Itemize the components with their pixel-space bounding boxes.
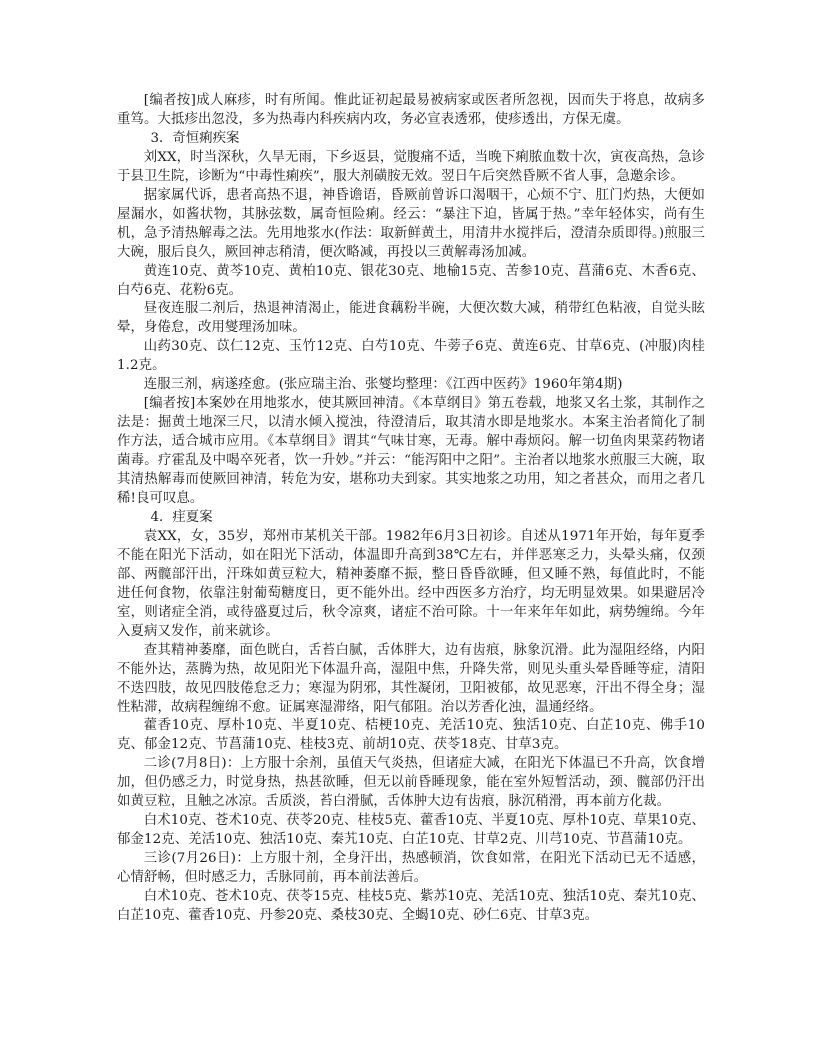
outcome-citation: 连服三剂，病遂痊愈。(张应瑞主治、张燮均整理：《江西中医药》1960年第4期) xyxy=(143,377,623,393)
prescription-4: 白术10克、苍术10克、茯苓20克、桂枝5克、藿香10克、半夏10克、厚朴10克、草果10克、郁金12克、羌活10克、独活10克、秦艽10克、白芷10克、甘草2克、川芎10克、节菖蒲10克。 xyxy=(117,813,705,848)
editor-note-measles: [编者按]成人麻疹，时有所闻。惟此证初起最易被病家或医者所忽视，因而失于将息，故病多重笃。大抵疹出忽没，多为热毒内科疾病内攻，务必宣表透邪，使疹透出，方保无虞。 xyxy=(117,93,705,127)
case-analysis-summer: 查其精神萎靡，面色晄白，舌苔白腻，舌体胖大，边有齿痕，脉象沉滑。此为湿阻经络，内阳不能外达，蒸腾为热，故见阳光下体温升高，湿阻中焦，升降失常，则见头重头晕昏睡等症，清阳不迭四肢，故见四肢倦怠乏力；寒湿为阴邪，其性凝闭，卫阳被郁，故见恶寒，汗出不得全身；湿性粘滞，故病程缠绵不愈。证属寒湿滞络，阳气郁阻。治以芳香化浊，温通经络。 xyxy=(117,642,705,715)
second-visit-paragraph: 二诊(7月8日)：上方服十余剂，虽值天气炎热，但诸症大减，在阳光下体温已不升高，饮食增加，但仍感乏力，时觉身热，热甚欲睡，但无以前昏睡现象，能在室外短暂活动，颈、髋部仍汗出如黄豆粒，且触之冰凉。舌质淡，苔白滑腻，舌体肿大边有齿痕，脉沉稍滑，再本前方化裁。 xyxy=(117,756,705,810)
case-intro-paragraph: 刘XX，时当深秋，久旱无雨，下乡返县，觉腹痛不适，当晚下痢脓血数十次，寅夜高热，急诊于县卫生院，诊断为“中毒性痢疾”，服大剂磺胺无效。翌日午后突然昏厥不省人事，急邀余诊。 xyxy=(117,149,705,184)
editor-note-dijiang: [编者按]本案妙在用地浆水，使其厥回神清。《本草纲目》第五卷载，地浆又名土浆，其制作之法是：掘黄土地深三尺，以清水倾入搅浊，待澄清后，取其清水即是地浆水。本案主治者简化了制作方法，适合城市应用。《本草纲目》谓其“气味甘寒，无毒。解中毒烦闷。解一切鱼肉果菜药物诸菌毒。疗霍乱及中喝卒死者，饮一升妙。”并云：“能泻阳中之阳”。主治者以地浆水煎服三大碗，取其清热解毒而使厥回神清，转危为安，堪称功夫到家。其实地浆之功用，知之者甚众，而用之者几稀!良可叹息。 xyxy=(117,396,705,507)
section-heading-dysentery: 3．奇恒痢疾案 xyxy=(150,130,240,146)
third-visit-paragraph: 三诊(7月26日)：上方服十剂，全身汗出，热感顿消，饮食如常，在阳光下活动已无不适感，心情舒畅，但时感乏力，舌脉同前，再本前法善后。 xyxy=(117,851,705,886)
prescription-2: 山药30克、苡仁12克、玉竹12克、白芍10克、牛蒡子6克、黄连6克、甘草6克、(冲服)肉桂1.2克。 xyxy=(117,339,705,374)
case-intro-summer: 袁XX，女，35岁，郑州市某机关干部。1982年6月3日初诊。自述从1971年开始，每年夏季不能在阳光下活动，如在阳光下活动，体温即升高到38℃左右，并伴恶寒乏力，头晕头痛，仅颈部、两髋部汗出，汗珠如黄豆粒大，精神萎靡不振，整日昏昏欲睡，但又睡不熟，每值此时，不能进任何食物，依靠注射葡萄糖度日，更不能外出。经中西医多方治疗，均无明显效果。如果避居冷室，则诸症全消，或待盛夏过后，秋令凉爽，诸症不治可除。十一年来年年如此，病势缠绵。今年入夏病又发作，前来就诊。 xyxy=(117,528,705,639)
followup-paragraph: 昼夜连服二剂后，热退神清渴止，能进食藕粉半碗，大便次数大减，稍带红色粘液，自觉头眩晕，身倦怠，改用燮理汤加味。 xyxy=(117,301,705,336)
case-diagnosis-paragraph: 据家属代诉，患者高热不退，神昏谵语，昏厥前曾诉口渴咽干，心烦不宁、肛门灼热，大便如屋漏水，如酱状物，其脉弦数，属奇恒险痢。经云：“暴注下迫，皆属于热。”幸年轻体实，尚有生机，急予清热解毒之法。先用地浆水(作法：取新鲜黄土，用清井水搅拌后，澄清杂质即得。)煎服三大碗，服后良久，厥回神志稍清，便次略减，再投以三黄解毒汤加减。 xyxy=(117,187,705,260)
prescription-3: 藿香10克、厚朴10克、半夏10克、桔梗10克、羌活10克、独活10克、白芷10克、佛手10克、郁金12克、节菖蒲10克、桂枝3克、前胡10克、茯苓18克、甘草3克。 xyxy=(117,718,705,753)
prescription-1: 黄连10克、黄芩10克、黄柏10克、银花30克、地榆15克、苦参10克、菖蒲6克、木香6克、白芍6克、花粉6克。 xyxy=(117,263,705,298)
document-page xyxy=(117,92,705,926)
section-heading-summer: 4．疰夏案 xyxy=(150,509,213,525)
prescription-5: 白术10克、苍术10克、茯苓15克、桂枝5克、紫苏10克、羌活10克、独活10克、秦艽10克、白芷10克、藿香10克、丹参20克、桑枝30克、全蝎10克、砂仁6克、甘草3克。 xyxy=(117,889,705,923)
